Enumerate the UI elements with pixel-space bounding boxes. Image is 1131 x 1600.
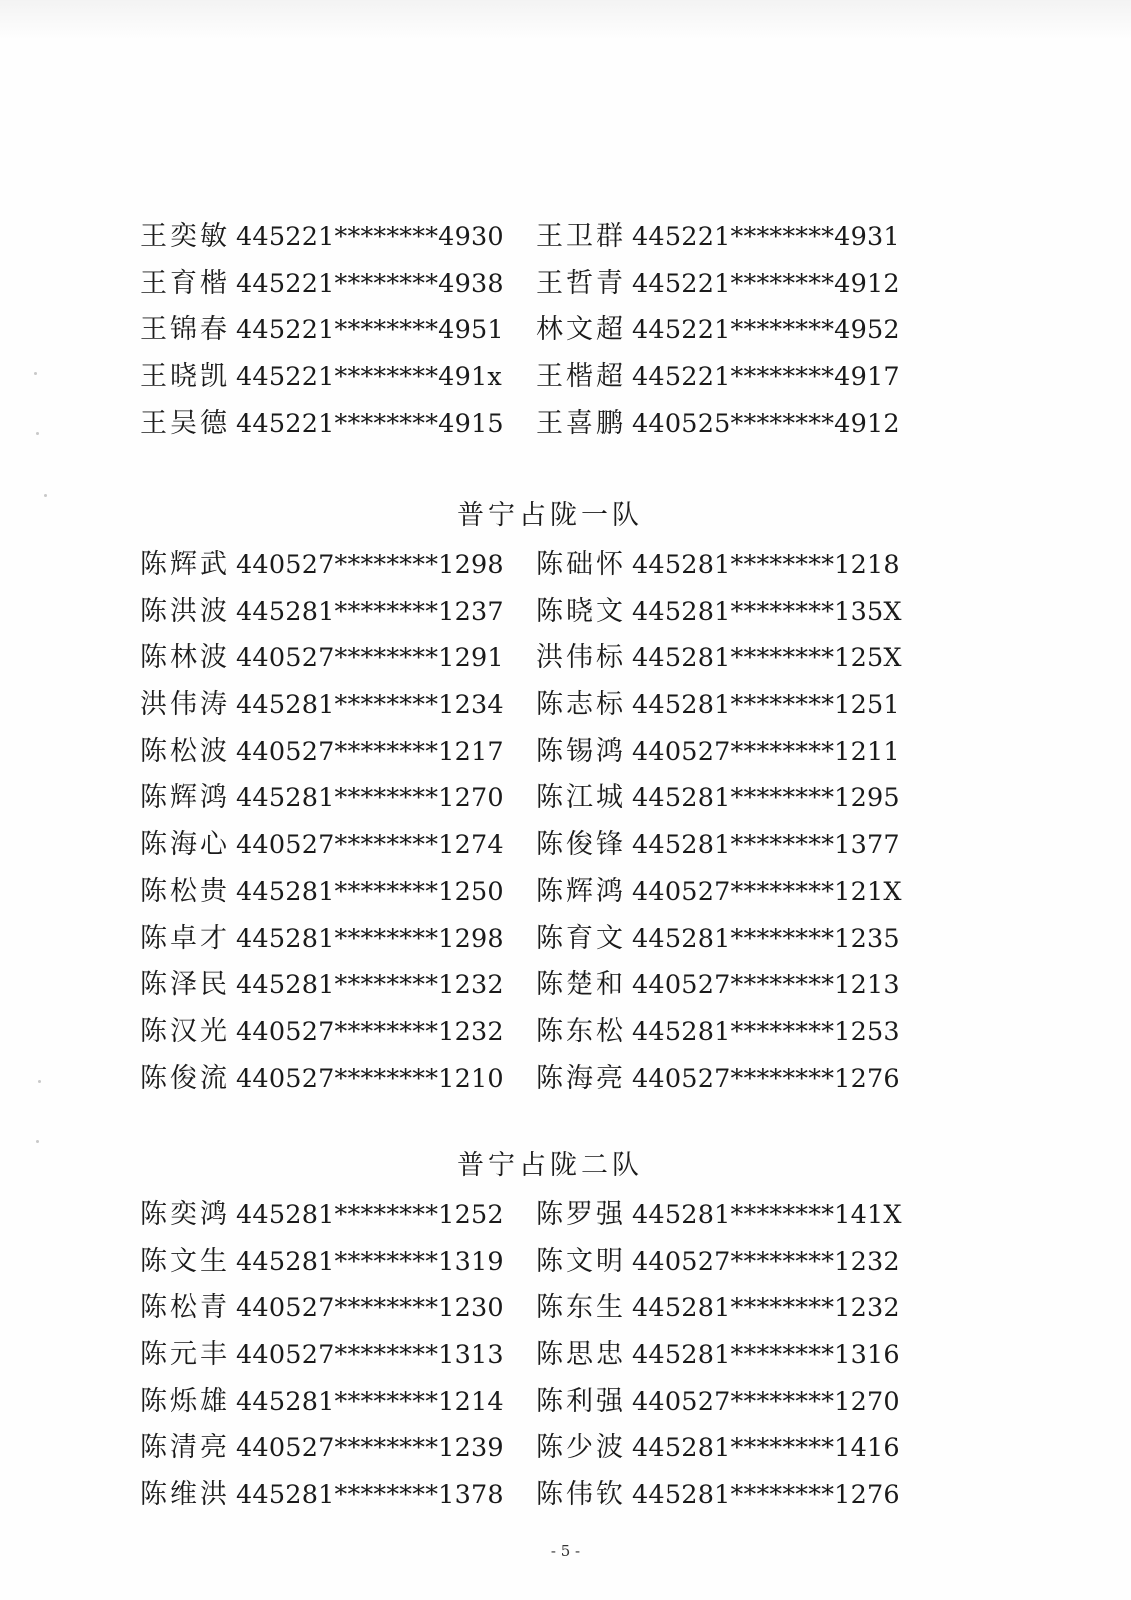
person-name: 王楷超 [536,361,626,393]
person-name: 王吴德 [140,407,230,439]
list-item [536,401,916,448]
list-item [536,542,916,589]
list-item [536,1056,916,1103]
section-continued [140,214,940,447]
list-item [536,214,916,261]
person-name: 洪伟涛 [140,689,230,721]
person-name: 陈文生 [140,1245,230,1277]
person-name: 陈辉鸿 [536,875,626,907]
id-number: 445281********1252 [236,1200,504,1230]
list-item [140,775,536,822]
person-name: 陈辉鸿 [140,782,230,814]
id-number: 440527********1239 [236,1433,504,1464]
list-item [536,589,916,636]
person-name: 陈维洪 [140,1479,230,1511]
id-number: 440527********1291 [236,643,504,674]
person-name: 陈晓文 [536,595,626,627]
list-item [536,1239,916,1286]
id-number: 445281********1232 [632,1293,900,1324]
list-item [140,1009,536,1056]
scan-speck [34,372,37,375]
person-name: 陈清亮 [140,1432,230,1464]
list-item [536,962,916,1009]
id-number: 445281********1295 [632,783,900,814]
person-name: 陈东生 [536,1292,626,1324]
id-number: 440527********1217 [236,736,504,767]
id-number: 445281********1416 [632,1433,900,1464]
list-item [536,1285,916,1332]
person-name: 洪伟标 [536,642,626,674]
list-item [140,1285,536,1332]
list-item [140,1239,536,1286]
id-number: 445281********1253 [632,1016,900,1047]
id-number: 445281********1319 [236,1246,504,1277]
list-item [536,1379,916,1426]
name-list [140,542,940,1102]
person-name: 陈思忠 [536,1339,626,1371]
id-number: 445221********4938 [236,268,504,299]
id-number: 445221********4931 [632,222,900,252]
id-number: 445281********1270 [236,783,504,814]
person-name: 陈海心 [140,829,230,861]
section-team-2 [140,1146,940,1519]
id-number: 440527********1232 [632,1246,900,1277]
person-name: 王喜鹏 [536,407,626,439]
scan-shadow [0,0,1131,40]
scan-speck [36,432,39,435]
list-item [140,869,536,916]
person-name: 王卫群 [536,221,626,252]
list-item [536,635,916,682]
id-number: 445281********1276 [632,1480,900,1511]
id-number: 445281********1298 [236,923,504,954]
list-item [140,1425,536,1472]
list-item [536,729,916,776]
id-number: 445281********1316 [632,1340,900,1371]
person-name: 陈海亮 [536,1062,626,1094]
person-name: 陈辉武 [140,549,230,580]
person-name: 陈松青 [140,1292,230,1324]
name-list [140,214,940,447]
list-item [536,775,916,822]
id-number: 445221********4952 [632,315,900,346]
id-number: 440525********4912 [632,408,900,439]
id-number: 445281********1377 [632,830,900,861]
name-list [140,1192,940,1519]
list-item [140,729,536,776]
list-item [536,1472,916,1519]
list-item [140,916,536,963]
list-item [536,822,916,869]
list-item [140,354,536,401]
id-number: 445281********141X [632,1200,902,1230]
list-item [140,682,536,729]
id-number: 440527********1232 [236,1016,504,1047]
section-team-1 [140,496,940,1102]
person-name: 王锦春 [140,314,230,346]
list-item [536,869,916,916]
id-number: 440527********1211 [632,736,900,767]
id-number: 445281********1235 [632,923,900,954]
person-name: 陈俊流 [140,1062,230,1094]
list-item [536,1425,916,1472]
id-number: 445281********1218 [632,550,900,580]
person-name: 王晓凯 [140,361,230,393]
list-item [536,261,916,308]
person-name: 陈东松 [536,1015,626,1047]
id-number: 445281********1234 [236,690,504,721]
id-number: 440527********1210 [236,1063,504,1094]
id-number: 440527********1274 [236,830,504,861]
page-number: - 5 - [550,1542,581,1560]
person-name: 王育楷 [140,267,230,299]
person-name: 陈俊锋 [536,829,626,861]
list-item [536,916,916,963]
scan-speck [38,1080,41,1083]
id-number: 440527********1230 [236,1293,504,1324]
list-item [140,589,536,636]
list-item [536,354,916,401]
list-item [140,214,536,261]
id-number: 445281********1214 [236,1386,504,1417]
list-item [140,962,536,1009]
id-number: 445281********1232 [236,970,504,1001]
list-item [140,307,536,354]
list-item [140,1192,536,1239]
list-item [140,401,536,448]
person-name: 陈元丰 [140,1339,230,1371]
person-name: 陈楚和 [536,969,626,1001]
person-name: 陈洪波 [140,595,230,627]
person-name: 陈泽民 [140,969,230,1001]
id-number: 445221********4951 [236,315,504,346]
person-name: 王哲青 [536,267,626,299]
id-number: 445221********4917 [632,362,900,393]
list-item [140,261,536,308]
id-number: 440527********1313 [236,1340,504,1371]
id-number: 445281********1237 [236,596,504,627]
list-item [536,682,916,729]
id-number: 445281********125X [632,643,902,674]
person-name: 陈江城 [536,782,626,814]
id-number: 440527********121X [632,876,902,907]
list-item [536,1332,916,1379]
id-number: 445221********4915 [236,408,504,439]
id-number: 440527********1270 [632,1386,900,1417]
person-name: 陈松贵 [140,875,230,907]
id-number: 440527********1276 [632,1063,900,1094]
person-name: 王奕敏 [140,221,230,252]
id-number: 445281********135X [632,596,902,627]
id-number: 440527********1298 [236,550,504,580]
id-number: 445281********1250 [236,876,504,907]
list-item [140,1332,536,1379]
list-item [140,822,536,869]
list-item [140,1056,536,1103]
person-name: 陈锡鸿 [536,735,626,767]
person-name: 陈志标 [536,689,626,721]
id-number: 445221********4912 [632,268,900,299]
person-name: 陈育文 [536,922,626,954]
person-name: 陈松波 [140,735,230,767]
list-item [140,542,536,589]
person-name: 陈林波 [140,642,230,674]
person-name: 林文超 [536,314,626,346]
section-heading: 普宁占陇二队 [457,1150,643,1181]
person-name: 陈卓才 [140,922,230,954]
person-name: 陈罗强 [536,1199,626,1230]
person-name: 陈础怀 [536,549,626,580]
id-number: 445221********491x [236,362,502,393]
scan-speck [36,1140,39,1143]
person-name: 陈汉光 [140,1015,230,1047]
scan-speck [44,494,47,497]
list-item [140,1472,536,1519]
id-number: 445281********1378 [236,1480,504,1511]
list-item [140,1379,536,1426]
id-number: 445281********1251 [632,690,900,721]
person-name: 陈少波 [536,1432,626,1464]
person-name: 陈伟钦 [536,1479,626,1511]
list-item [536,1192,916,1239]
person-name: 陈文明 [536,1245,626,1277]
list-item [536,307,916,354]
person-name: 陈利强 [536,1385,626,1417]
section-heading: 普宁占陇一队 [457,500,643,531]
list-item [536,1009,916,1056]
list-item [140,635,536,682]
person-name: 陈烁雄 [140,1385,230,1417]
person-name: 陈奕鸿 [140,1199,230,1230]
id-number: 445221********4930 [236,222,504,252]
id-number: 440527********1213 [632,970,900,1001]
